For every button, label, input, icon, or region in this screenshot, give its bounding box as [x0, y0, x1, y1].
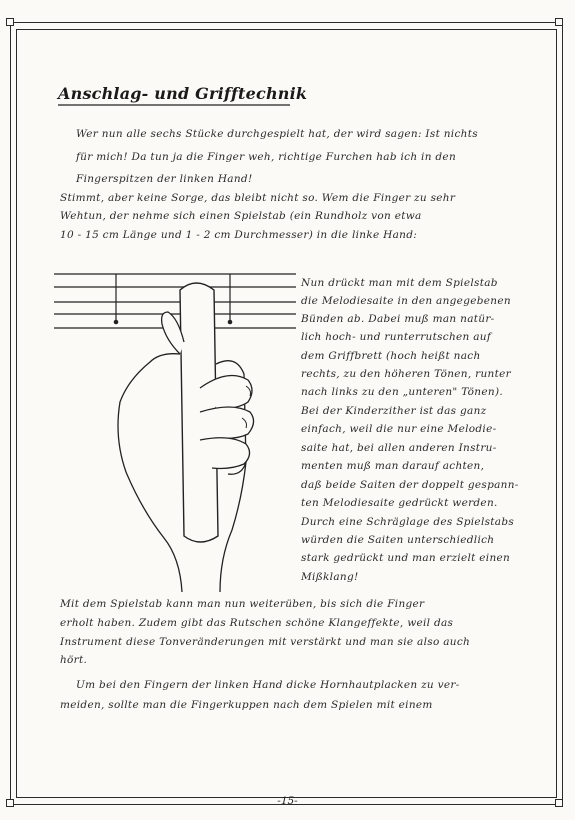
right-column-line: daß beide Saiten der doppelt gespann-	[301, 479, 519, 491]
right-column-line: menten muß man darauf achten,	[301, 460, 485, 472]
paragraph-1-line: Wer nun alle sechs Stücke durchgespielt hat, der wird sagen: Ist nichts	[76, 128, 478, 140]
right-column-line: rechts, zu den höheren Tönen, runter	[301, 368, 511, 380]
paragraph-2-line: Wehtun, der nehme sich einen Spielstab (ein Rundholz von etwa	[60, 210, 422, 222]
page-number: -15-	[277, 795, 298, 807]
right-column-line: Bei der Kinderzither ist das ganz	[301, 405, 487, 417]
paragraph-3-line: Mit dem Spielstab kann man nun weiterüben, bis sich die Finger	[60, 598, 425, 610]
right-column-line: Nun drückt man mit dem Spielstab	[301, 277, 498, 289]
right-column-line: würden die Saiten unterschiedlich	[301, 534, 495, 546]
paragraph-1-line: für mich! Da tun ja die Finger weh, richtige Furchen hab ich in den	[76, 151, 457, 163]
paragraph-3-line: hört.	[60, 654, 88, 666]
paragraph-2-line: Stimmt, aber keine Sorge, das bleibt nicht so. Wem die Finger zu sehr	[60, 192, 456, 204]
right-column-line: stark gedrückt und man erzielt einen	[301, 552, 511, 564]
paragraph-2-line: 10 - 15 cm Länge und 1 - 2 cm Durchmesser) in die linke Hand:	[60, 229, 418, 241]
frame-corner-ornament	[6, 18, 14, 26]
right-column-line: dem Griffbrett (hoch heißt nach	[301, 350, 481, 362]
right-column-line: die Melodiesaite in den angegebenen	[301, 295, 511, 307]
paragraph-1-line: Fingerspitzen der linken Hand!	[76, 173, 253, 185]
paragraph-3-line: Instrument diese Tonveränderungen mit verstärkt und man sie also auch	[60, 636, 471, 648]
paragraph-3-line: erholt haben. Zudem gibt das Rutschen schöne Klangeffekte, weil das	[60, 617, 454, 629]
right-column-line: lich hoch- und runterrutschen auf	[301, 331, 492, 343]
right-column-line: Durch eine Schräglage des Spielstabs	[301, 516, 515, 528]
right-column-line: einfach, weil die nur eine Melodie-	[301, 423, 497, 435]
right-column-line: ten Melodiesaite gedrückt werden.	[301, 497, 498, 509]
right-column-line: Mißklang!	[301, 571, 359, 583]
frame-corner-ornament	[555, 18, 563, 26]
paragraph-4-line: Um bei den Fingern der linken Hand dicke Hornhautplacken zu ver-	[76, 679, 460, 691]
right-column-line: saite hat, bei allen anderen Instru-	[301, 442, 497, 454]
right-column-line: Bünden ab. Dabei muß man natür-	[301, 313, 495, 325]
hand-with-spielstab-illustration	[50, 262, 298, 602]
paragraph-4-line: meiden, sollte man die Fingerkuppen nach dem Spielen mit einem	[60, 699, 433, 711]
title-underline	[58, 103, 290, 107]
page-title: Anschlag- und Grifftechnik	[58, 84, 308, 103]
right-column-line: nach links zu den „unteren" Tönen).	[301, 386, 503, 398]
